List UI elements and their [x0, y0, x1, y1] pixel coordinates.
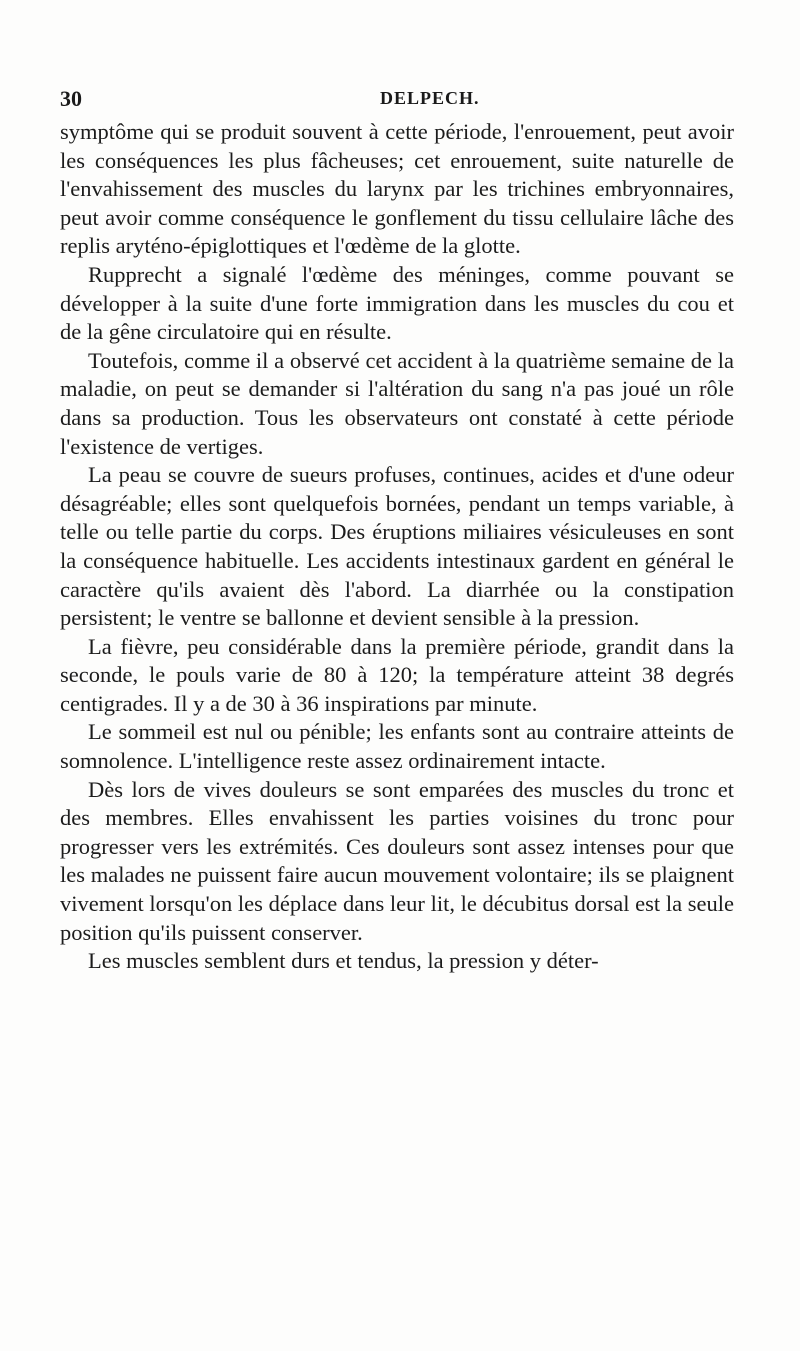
paragraph: Toutefois, comme il a observé cet accident à la quatrième semaine de la maladie, on peut se demander si l'altération du sang n'a pas joué un rôle dans sa production. Tous les observateurs ont constaté à cette période l'existence de vertiges.	[60, 347, 734, 459]
running-head: DELPECH.	[380, 88, 480, 108]
paragraph: La fièvre, peu considérable dans la première période, grandit dans la seconde, le pouls varie de 80 à 120; la température atteint 38 degrés centigrades. Il y a de 30 à 36 inspirations par minute.	[60, 633, 734, 716]
paragraph: Rupprecht a signalé l'œdème des méninges, comme pouvant se développer à la suite d'une forte immigration dans les muscles du cou et de la gêne circulatoire qui en résulte.	[60, 261, 734, 345]
paragraph: Le sommeil est nul ou pénible; les enfants sont au contraire atteints de somnolence. L'intelligence reste assez ordinairement intacte.	[60, 719, 734, 774]
body-text	[60, 118, 734, 976]
paragraph: La peau se couvre de sueurs profuses, continues, acides et d'une odeur désagréable; elles sont quelquefois bornées, pendant un temps variable, à telle ou telle partie du corps. Des éruptions miliaires vésiculeuses en sont la conséquence habituelle. Les accidents intestinaux gardent en général le caractère qu'ils avaient dès l'abord. La diarrhée ou la constipation persistent; le ventre se ballonne et devient sensible à la pression.	[60, 462, 734, 631]
page-number: 30	[60, 86, 82, 111]
paragraph: symptôme qui se produit souvent à cette période, l'enrouement, peut avoir les conséquences les plus fâcheuses; cet enrouement, suite naturelle de l'envahissement des muscles du larynx par les trichines embryonnaires, peut avoir comme conséquence le gonflement du tissu cellulaire lâche des replis aryténo-épiglottiques et l'œdème de la glotte.	[60, 119, 734, 259]
paragraph: Les muscles semblent durs et tendus, la pression y déter-	[88, 948, 599, 974]
page-header	[60, 86, 740, 116]
paragraph: Dès lors de vives douleurs se sont emparées des muscles du tronc et des membres. Elles envahissent les parties voisines du tronc pour progresser vers les extrémités. Ces douleurs sont assez intenses pour que les malades ne puissent faire aucun mouvement volontaire; ils se plaignent vivement lorsqu'on les déplace dans leur lit, le décubitus dorsal est la seule position qu'ils puissent conserver.	[60, 776, 734, 945]
